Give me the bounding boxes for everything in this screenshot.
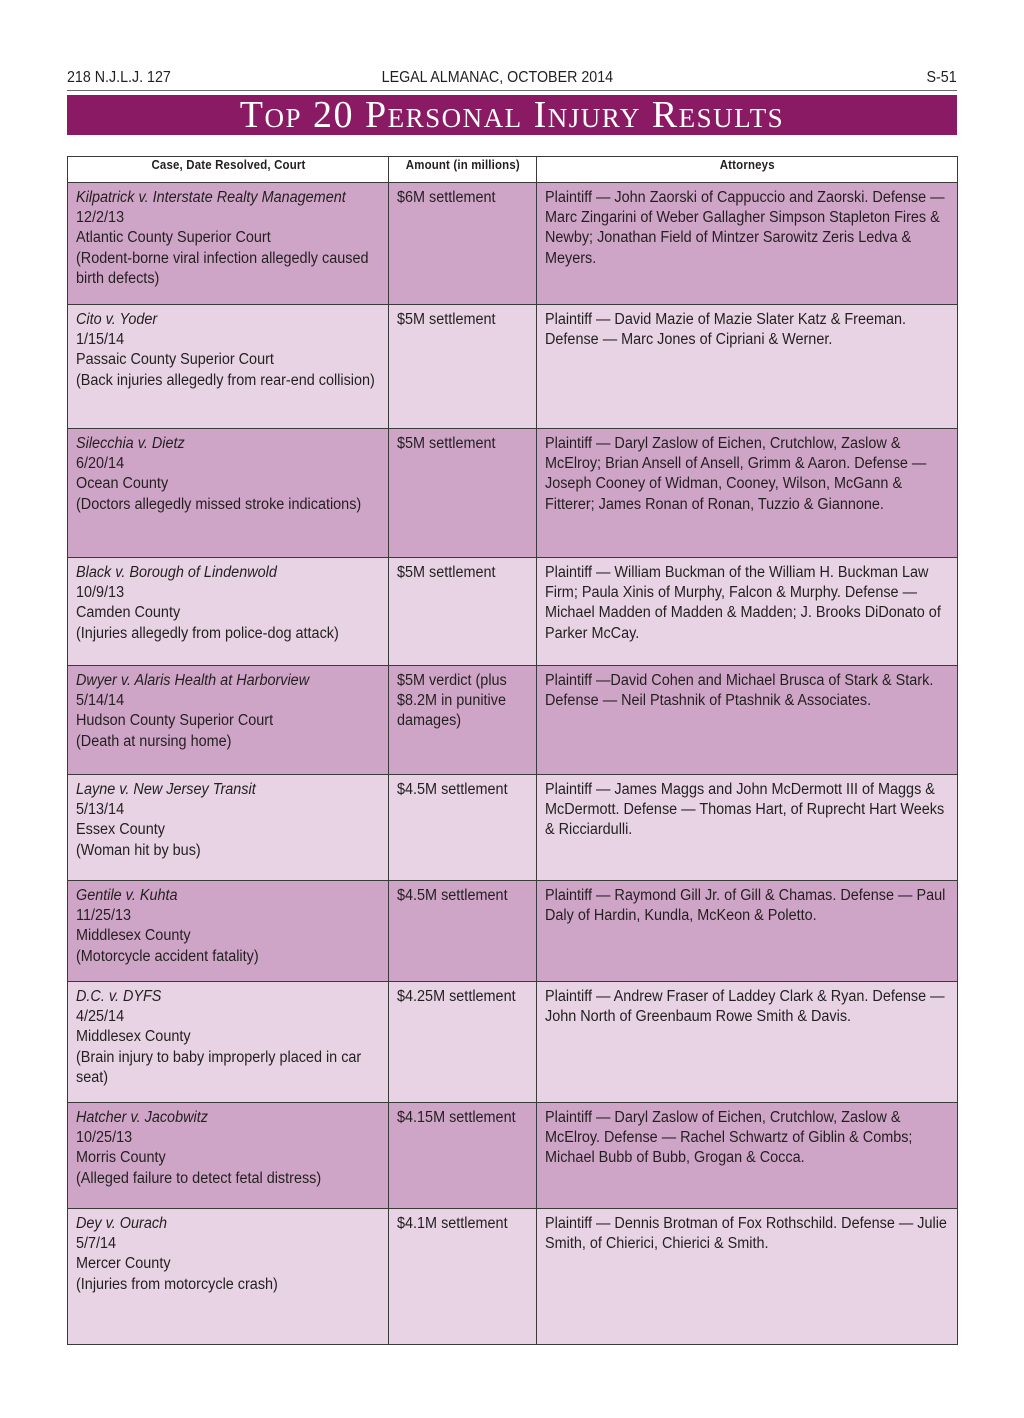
case-cell — [68, 558, 389, 666]
case-cell — [68, 775, 389, 881]
date-resolved: 5/14/14 — [76, 692, 125, 710]
case-description: (Injuries from motorcycle crash) — [76, 1275, 278, 1293]
table-row — [68, 775, 958, 881]
attorneys-text: Plaintiff — William Buckman of the William H. Buckman Law Firm; Paula Xinis of Murphy, Falcon & Murphy. Defense — Michael Madden of Madden & Madden; J. Brooks DiDonato of Parker McCay. — [545, 564, 941, 642]
case-cell — [68, 1209, 389, 1345]
case-cell — [68, 881, 389, 982]
amount-cell — [389, 775, 537, 881]
table-row — [68, 982, 958, 1103]
court-name: Mercer County — [76, 1255, 171, 1273]
amount-cell — [389, 558, 537, 666]
court-name: Passaic County Superior Court — [76, 351, 274, 369]
amount-cell — [389, 982, 537, 1103]
case-name: Layne v. New Jersey Transit — [76, 781, 256, 798]
case-description: (Back injuries allegedly from rear-end collision) — [76, 371, 375, 389]
case-cell — [68, 1103, 389, 1209]
date-resolved: 5/7/14 — [76, 1235, 117, 1253]
case-name: D.C. v. DYFS — [76, 988, 162, 1005]
amount-value: $4.25M settlement — [397, 988, 516, 1005]
results-table — [67, 156, 958, 1345]
date-resolved: 10/9/13 — [76, 584, 125, 602]
date-resolved: 4/25/14 — [76, 1008, 125, 1026]
amount-value: $5M settlement — [397, 564, 496, 581]
amount-value: $6M settlement — [397, 189, 496, 206]
amount-value: $5M settlement — [397, 311, 496, 328]
attorneys-text: Plaintiff — John Zaorski of Cappuccio and Zaorski. Defense — Marc Zingarini of Weber Gallagher Simpson Stapleton Fires & Newby; Jonathan Field of Mintzer Sarowitz Zeris Ledva & Meyers. — [545, 189, 945, 267]
court-name: Essex County — [76, 821, 165, 839]
table-row — [68, 666, 958, 775]
attorneys-cell — [537, 1209, 958, 1345]
amount-cell — [389, 1209, 537, 1345]
case-description: (Brain injury to baby improperly placed in car seat) — [76, 1048, 362, 1086]
case-cell — [68, 429, 389, 558]
attorneys-text: Plaintiff — Andrew Fraser of Laddey Clark & Ryan. Defense — John North of Greenbaum Rowe Smith & Davis. — [545, 988, 945, 1026]
header-rule — [67, 90, 957, 91]
case-cell — [68, 982, 389, 1103]
amount-cell — [389, 1103, 537, 1209]
amount-value: $4.15M settlement — [397, 1109, 516, 1126]
court-name: Atlantic County Superior Court — [76, 229, 271, 247]
table-row — [68, 558, 958, 666]
case-name: Dey v. Ourach — [76, 1215, 168, 1232]
amount-value: $5M verdict (plus $8.2M in punitive damages) — [397, 672, 507, 730]
case-description: (Alleged failure to detect fetal distress) — [76, 1169, 322, 1187]
attorneys-text: Plaintiff — Daryl Zaslow of Eichen, Crutchlow, Zaslow & McElroy. Defense — Rachel Schwartz of Giblin & Combs; Michael Bubb of Bubb, Grogan & Cocca. — [545, 1109, 913, 1167]
table-row — [68, 881, 958, 982]
amount-cell — [389, 305, 537, 429]
amount-cell — [389, 881, 537, 982]
page-number: S-51 — [926, 69, 957, 86]
amount-value: $4.1M settlement — [397, 1215, 508, 1232]
column-header-case: Case, Date Resolved, Court — [68, 157, 389, 183]
table-header-row — [68, 157, 958, 183]
table-row — [68, 305, 958, 429]
attorneys-cell — [537, 305, 958, 429]
attorneys-text: Plaintiff — Dennis Brotman of Fox Rothschild. Defense — Julie Smith, of Chierici, Chierici & Smith. — [545, 1215, 947, 1253]
case-description: (Death at nursing home) — [76, 732, 232, 750]
date-resolved: 10/25/13 — [76, 1129, 133, 1147]
attorneys-text: Plaintiff — Raymond Gill Jr. of Gill & Chamas. Defense — Paul Daly of Hardin, Kundla, McKeon & Poletto. — [545, 887, 946, 925]
column-header-attorneys: Attorneys — [537, 157, 958, 183]
case-cell — [68, 666, 389, 775]
attorneys-cell — [537, 1103, 958, 1209]
attorneys-cell — [537, 775, 958, 881]
court-name: Hudson County Superior Court — [76, 712, 274, 730]
case-name: Black v. Borough of Lindenwold — [76, 564, 277, 581]
attorneys-text: Plaintiff —David Cohen and Michael Brusca of Stark & Stark. Defense — Neil Ptashnik of Ptashnik & Associates. — [545, 672, 934, 710]
case-name: Cito v. Yoder — [76, 311, 158, 328]
attorneys-text: Plaintiff — Daryl Zaslow of Eichen, Crutchlow, Zaslow & McElroy; Brian Ansell of Ansell, Grimm & Aaron. Defense — Joseph Cooney of Widman, Cooney, Wilson, McGann & Fitterer; James Ronan of Ronan, Tuzzio & Giannone. — [545, 435, 927, 513]
amount-value: $4.5M settlement — [397, 887, 508, 904]
attorneys-cell — [537, 558, 958, 666]
attorneys-cell — [537, 183, 958, 305]
case-description: (Motorcycle accident fatality) — [76, 947, 259, 965]
court-name: Ocean County — [76, 475, 169, 493]
table-row — [68, 1103, 958, 1209]
amount-cell — [389, 183, 537, 305]
case-cell — [68, 305, 389, 429]
table-row — [68, 429, 958, 558]
amount-value: $4.5M settlement — [397, 781, 508, 798]
case-description: (Woman hit by bus) — [76, 841, 201, 859]
attorneys-cell — [537, 429, 958, 558]
attorneys-cell — [537, 881, 958, 982]
running-head — [67, 66, 957, 90]
amount-value: $5M settlement — [397, 435, 496, 452]
date-resolved: 5/13/14 — [76, 801, 125, 819]
case-description: (Injuries allegedly from police-dog attack) — [76, 624, 339, 642]
table-row — [68, 1209, 958, 1345]
court-name: Middlesex County — [76, 1028, 191, 1046]
case-name: Silecchia v. Dietz — [76, 435, 185, 452]
case-name: Kilpatrick v. Interstate Realty Management — [76, 189, 346, 206]
page-title: Top 20 Personal Injury Results — [67, 95, 957, 135]
column-header-amount: Amount (in millions) — [389, 157, 537, 183]
date-resolved: 11/25/13 — [76, 907, 132, 925]
attorneys-cell — [537, 982, 958, 1103]
case-name: Gentile v. Kuhta — [76, 887, 178, 904]
case-name: Hatcher v. Jacobwitz — [76, 1109, 208, 1126]
amount-cell — [389, 429, 537, 558]
date-resolved: 6/20/14 — [76, 455, 125, 473]
citation: 218 N.J.L.J. 127 — [67, 69, 171, 86]
case-description: (Rodent-borne viral infection allegedly caused birth defects) — [76, 249, 369, 287]
publication-title: LEGAL ALMANAC, OCTOBER 2014 — [381, 69, 614, 86]
attorneys-cell — [537, 666, 958, 775]
date-resolved: 1/15/14 — [76, 331, 125, 349]
court-name: Camden County — [76, 604, 181, 622]
attorneys-text: Plaintiff — David Mazie of Mazie Slater Katz & Freeman. Defense — Marc Jones of Cipriani & Werner. — [545, 311, 907, 349]
court-name: Morris County — [76, 1149, 166, 1167]
table-row — [68, 183, 958, 305]
amount-cell — [389, 666, 537, 775]
date-resolved: 12/2/13 — [76, 209, 125, 227]
case-cell — [68, 183, 389, 305]
court-name: Middlesex County — [76, 927, 191, 945]
attorneys-text: Plaintiff — James Maggs and John McDermott III of Maggs & McDermott. Defense — Thomas Hart, of Ruprecht Hart Weeks & Ricciardulli. — [545, 781, 945, 839]
case-description: (Doctors allegedly missed stroke indications) — [76, 495, 362, 513]
case-name: Dwyer v. Alaris Health at Harborview — [76, 672, 310, 689]
